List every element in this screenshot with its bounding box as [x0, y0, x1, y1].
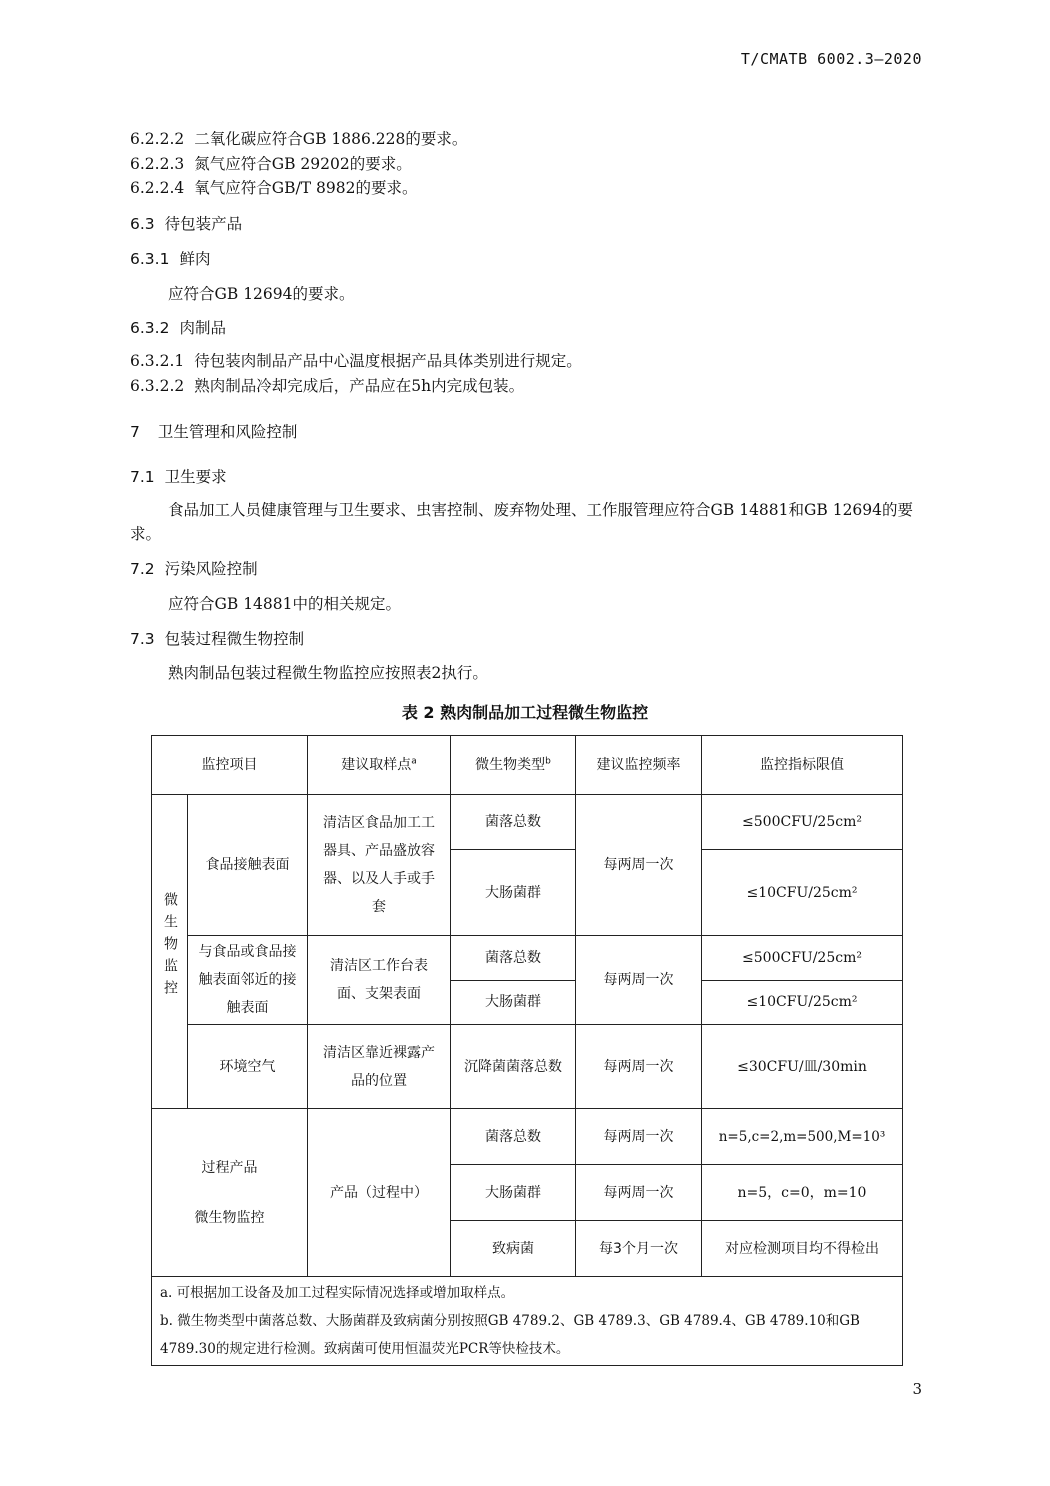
heading-title: 包装过程微生物控制 — [164, 630, 305, 648]
r4-limit2: n=5，c=0，m=10 — [702, 1165, 903, 1221]
clause-text: 氧气应符合GB/T 8982的要求。 — [194, 179, 418, 197]
heading-number: 7 — [130, 423, 140, 441]
r4-type3: 致病菌 — [451, 1221, 576, 1277]
page-number: 3 — [912, 1380, 922, 1398]
table-notes-row — [152, 1277, 903, 1366]
r2-type1: 菌落总数 — [451, 936, 576, 981]
footnote-marker-b: b — [545, 756, 551, 767]
note-a: a. 可根据加工设备及加工过程实际情况选择或增加取样点。 — [160, 1285, 515, 1301]
r4-freq2: 每两周一次 — [576, 1165, 702, 1221]
r2-type2: 大肠菌群 — [451, 980, 576, 1025]
clause-text: 氮气应符合GB 29202的要求。 — [194, 155, 412, 173]
r4-limit1: n=5,c=2,m=500,M=10³ — [702, 1109, 903, 1165]
table-caption: 表 2 熟肉制品加工过程微生物监控 — [401, 703, 649, 722]
clause-6-2-2-2 — [130, 128, 467, 150]
r4-freq3: 每3个月一次 — [576, 1221, 702, 1277]
header-point-label: 建议取样点 — [341, 757, 412, 773]
header-type — [451, 736, 576, 795]
r3-item: 环境空气 — [188, 1025, 308, 1109]
clause-text: 二氧化碳应符合GB 1886.228的要求。 — [194, 130, 468, 148]
heading-number: 7.2 — [130, 560, 155, 578]
group-label: 微生物监控 — [162, 891, 178, 1002]
clause-number: 6.2.2.2 — [130, 130, 185, 148]
heading-7 — [130, 420, 297, 442]
heading-number: 7.3 — [130, 630, 155, 648]
clause-6-3-2-2 — [130, 375, 524, 397]
footnote-marker-a: a — [411, 756, 417, 767]
table-header-row — [152, 736, 903, 795]
heading-7-1 — [130, 465, 227, 487]
r4-point: 产品（过程中） — [308, 1109, 451, 1277]
heading-title: 待包装产品 — [164, 215, 243, 233]
r4-freq1: 每两周一次 — [576, 1109, 702, 1165]
body-7-1: 食品加工人员健康管理与卫生要求、虫害控制、废弃物处理、工作服管理应符合GB 14881和GB 12694的要求。 — [130, 501, 914, 543]
header-type-label: 微生物类型 — [475, 757, 546, 773]
heading-6-3-1 — [130, 247, 210, 269]
clause-number: 6.3.2.1 — [130, 352, 185, 370]
heading-6-3-2 — [130, 316, 226, 338]
r1-point: 清洁区食品加工工器具、产品盛放容器、以及人手或手套 — [308, 795, 451, 936]
clause-number: 6.3.2.2 — [130, 377, 185, 395]
body-7-3: 熟肉制品包装过程微生物监控应按照表2执行。 — [168, 664, 488, 682]
header-freq: 建议监控频率 — [576, 736, 702, 795]
r4-type2: 大肠菌群 — [451, 1165, 576, 1221]
r3-type: 沉降菌菌落总数 — [451, 1025, 576, 1109]
clause-text: 熟肉制品冷却完成后，产品应在5h内完成包装。 — [194, 377, 525, 395]
note-b: b. 微生物类型中菌落总数、大肠菌群及致病菌分别按照GB 4789.2、GB 4789.3、GB 4789.4、GB 4789.10和GB 4789.30的规定进行检测。致病菌可使用恒温荧光PCR等快检技术。 — [160, 1313, 860, 1357]
r3-point: 清洁区靠近裸露产品的位置 — [308, 1025, 451, 1109]
heading-title: 卫生要求 — [164, 468, 227, 486]
r4-limit3: 对应检测项目均不得检出 — [702, 1221, 903, 1277]
heading-number: 6.3 — [130, 215, 155, 233]
r1-limit2: ≤10CFU/25cm² — [702, 850, 903, 936]
heading-title: 卫生管理和风险控制 — [157, 423, 298, 441]
table-row — [152, 795, 903, 850]
header-item: 监控项目 — [152, 736, 308, 795]
header-point — [308, 736, 451, 795]
r1-type2: 大肠菌群 — [451, 850, 576, 936]
r4-type1: 菌落总数 — [451, 1109, 576, 1165]
heading-title: 污染风险控制 — [164, 560, 258, 578]
r2-limit2: ≤10CFU/25cm² — [702, 980, 903, 1025]
r4-item-line1: 过程产品 — [201, 1159, 258, 1176]
heading-7-2 — [130, 557, 258, 579]
header-limit: 监控指标限值 — [702, 736, 903, 795]
r1-limit1: ≤500CFU/25cm² — [702, 795, 903, 850]
r2-freq: 每两周一次 — [576, 936, 702, 1025]
heading-number: 6.3.2 — [130, 319, 170, 337]
heading-number: 7.1 — [130, 468, 155, 486]
heading-title: 鲜肉 — [179, 250, 211, 268]
r3-limit: ≤30CFU/皿/30min — [702, 1025, 903, 1109]
r1-type1: 菌落总数 — [451, 795, 576, 850]
group-label-cell — [152, 795, 188, 1109]
clause-number: 6.2.2.3 — [130, 155, 185, 173]
body-7-2: 应符合GB 14881中的相关规定。 — [168, 595, 402, 613]
heading-7-3 — [130, 627, 304, 649]
microbial-monitoring-table — [151, 735, 903, 1366]
r3-freq: 每两周一次 — [576, 1025, 702, 1109]
r2-limit1: ≤500CFU/25cm² — [702, 936, 903, 981]
clause-6-3-2-1 — [130, 350, 582, 372]
table-notes — [152, 1277, 903, 1366]
heading-title: 肉制品 — [179, 319, 226, 337]
table-row — [152, 1025, 903, 1109]
heading-6-3 — [130, 212, 242, 234]
table-row — [152, 1109, 903, 1165]
clause-6-2-2-3 — [130, 153, 412, 175]
body-6-3-1: 应符合GB 12694的要求。 — [168, 285, 355, 303]
r4-item — [152, 1109, 308, 1277]
r1-freq: 每两周一次 — [576, 795, 702, 936]
r2-point: 清洁区工作台表面、支架表面 — [308, 936, 451, 1025]
heading-number: 6.3.1 — [130, 250, 170, 268]
document-id: T/CMATB 6002.3—2020 — [740, 50, 922, 68]
clause-6-2-2-4 — [130, 177, 417, 199]
clause-number: 6.2.2.4 — [130, 179, 185, 197]
clause-text: 待包装肉制品产品中心温度根据产品具体类别进行规定。 — [194, 352, 582, 370]
r4-item-line2: 微生物监控 — [194, 1209, 265, 1226]
table-row — [152, 936, 903, 981]
r2-item: 与食品或食品接触表面邻近的接触表面 — [188, 936, 308, 1025]
r1-item: 食品接触表面 — [188, 795, 308, 936]
